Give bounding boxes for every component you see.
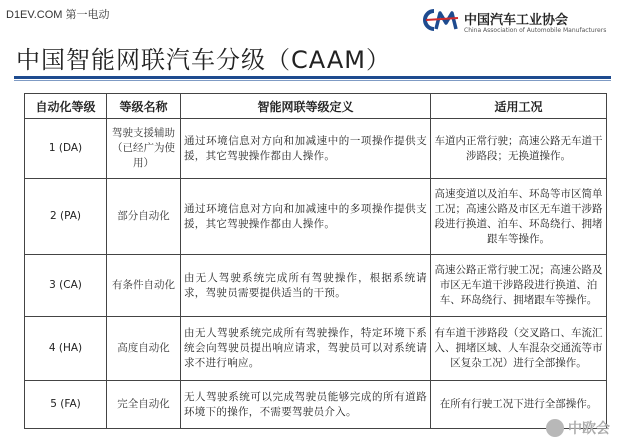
title-divider-thin — [14, 80, 611, 81]
level-name: 部分自动化 — [107, 179, 181, 255]
table-row — [25, 317, 607, 381]
header-level: 自动化等级 — [25, 94, 107, 119]
level-name: 有条件自动化 — [107, 255, 181, 317]
level-name: 完全自动化 — [107, 381, 181, 429]
level-code: 5 (FA) — [25, 381, 107, 429]
level-code: 4 (HA) — [25, 317, 107, 381]
bottom-watermark-text: 中欧会 — [568, 421, 610, 437]
level-code: 2 (PA) — [25, 179, 107, 255]
level-definition: 通过环境信息对方向和加减速中的一项操作提供支援，其它驾驶操作都由人操作。 — [181, 119, 431, 179]
logo-name-en: China Association of Automobile Manufacturers — [464, 27, 607, 34]
table-header-row — [25, 94, 607, 119]
bottom-watermark — [546, 417, 618, 439]
table-row — [25, 381, 607, 429]
level-conditions: 在所有行驶工况下进行全部操作。 — [431, 381, 607, 429]
table-row — [25, 255, 607, 317]
automation-levels-table — [24, 93, 607, 429]
level-definition: 由无人驾驶系统完成所有驾驶操作，根据系统请求，驾驶员需要提供适当的干预。 — [181, 255, 431, 317]
site-watermark: D1EV.COM 第一电动 — [6, 9, 110, 21]
level-conditions: 车道内正常行驶；高速公路无车道干涉路段；无换道操作。 — [431, 119, 607, 179]
title-divider — [14, 76, 611, 79]
caam-logo — [420, 6, 610, 40]
level-name: 驾驶支援辅助（已经广为使用） — [107, 119, 181, 179]
level-name: 高度自动化 — [107, 317, 181, 381]
level-definition: 无人驾驶系统可以完成驾驶员能够完成的所有道路环境下的操作，不需要驾驶员介入。 — [181, 381, 431, 429]
level-code: 3 (CA) — [25, 255, 107, 317]
header-name: 等级名称 — [107, 94, 181, 119]
header-conditions: 适用工况 — [431, 94, 607, 119]
level-conditions: 高速公路正常行驶工况；高速公路及市区无车道干涉路段进行换道、泊车、环岛绕行、拥堵跟车等操作。 — [431, 255, 607, 317]
table-row — [25, 179, 607, 255]
level-definition: 由无人驾驶系统完成所有驾驶操作，特定环境下系统会向驾驶员提出响应请求，驾驶员可以对系统请求不进行响应。 — [181, 317, 431, 381]
table-row — [25, 119, 607, 179]
header-definition: 智能网联等级定义 — [181, 94, 431, 119]
logo-name-cn: 中国汽车工业协会 — [464, 13, 569, 28]
level-code: 1 (DA) — [25, 119, 107, 179]
caam-logo-mark-icon — [420, 8, 460, 32]
wechat-icon — [546, 419, 564, 437]
level-conditions: 高速变道以及泊车、环岛等市区简单工况；高速公路及市区无车道干涉路段进行换道、泊车、环岛绕行、拥堵跟车等操作。 — [431, 179, 607, 255]
page-title: 中国智能网联汽车分级（CAAM） — [16, 46, 391, 74]
level-conditions: 有车道干涉路段（交叉路口、车流汇入、拥堵区域、人车混杂交通流等市区复杂工况）进行全部操作。 — [431, 317, 607, 381]
level-definition: 通过环境信息对方向和加减速中的多项操作提供支援，其它驾驶操作都由人操作。 — [181, 179, 431, 255]
